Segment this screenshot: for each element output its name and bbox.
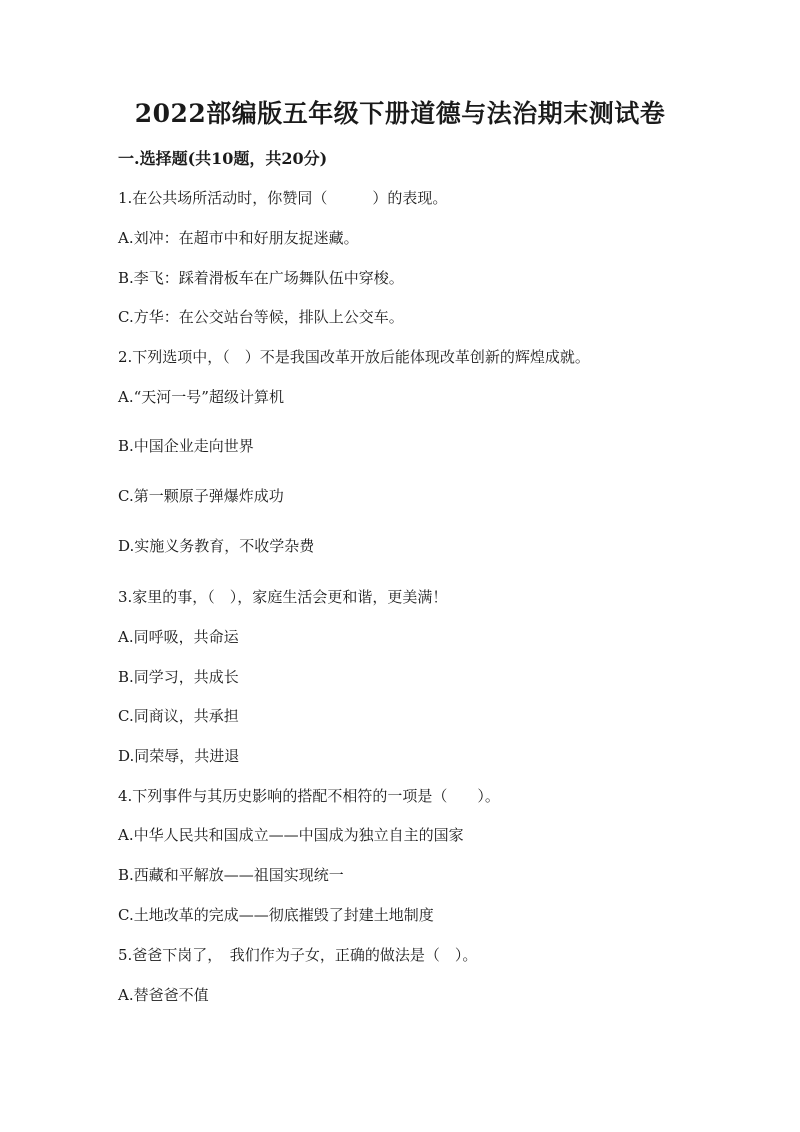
- question-2-option-b: B.中国企业走向世界: [118, 437, 254, 455]
- question-3-option-d: D.同荣辱，共进退: [118, 747, 240, 765]
- question-1-option-b: B.李飞：踩着滑板车在广场舞队伍中穿梭。: [118, 269, 404, 287]
- question-4-option-b: B.西藏和平解放——祖国实现统一: [118, 866, 344, 884]
- question-2-option-d: D.实施义务教育，不收学杂费: [118, 537, 315, 555]
- question-3-option-c: C.同商议，共承担: [118, 707, 239, 725]
- question-1-option-a: A.刘冲：在超市中和好朋友捉迷藏。: [118, 229, 359, 247]
- question-5-option-a: A.替爸爸不值: [118, 986, 209, 1004]
- page-title: 2022部编版五年级下册道德与法治期末测试卷: [134, 99, 666, 128]
- question-1: 1.在公共场所活动时，你赞同（ ）的表现。: [118, 189, 448, 207]
- question-3-option-a: A.同呼吸，共命运: [118, 628, 239, 646]
- question-3: 3.家里的事，（ ），家庭生活会更和谐，更美满！: [118, 588, 448, 606]
- question-2: 2.下列选项中，（ ）不是我国改革开放后能体现改革创新的辉煌成就。: [118, 348, 590, 366]
- question-4-option-c: C.土地改革的完成——彻底摧毁了封建土地制度: [118, 906, 434, 924]
- question-2-option-c: C.第一颗原子弹爆炸成功: [118, 487, 284, 505]
- section-heading: 一.选择题(共10题，共20分): [118, 149, 328, 168]
- question-5: 5.爸爸下岗了， 我们作为子女，正确的做法是（ ）。: [118, 946, 478, 964]
- question-3-option-b: B.同学习，共成长: [118, 668, 239, 686]
- question-1-option-c: C.方华：在公交站台等候，排队上公交车。: [118, 308, 404, 326]
- question-4-option-a: A.中华人民共和国成立——中国成为独立自主的国家: [118, 826, 464, 844]
- question-2-option-a: A.“天河一号”超级计算机: [118, 388, 284, 406]
- question-4: 4.下列事件与其历史影响的搭配不相符的一项是（ ）。: [118, 787, 500, 805]
